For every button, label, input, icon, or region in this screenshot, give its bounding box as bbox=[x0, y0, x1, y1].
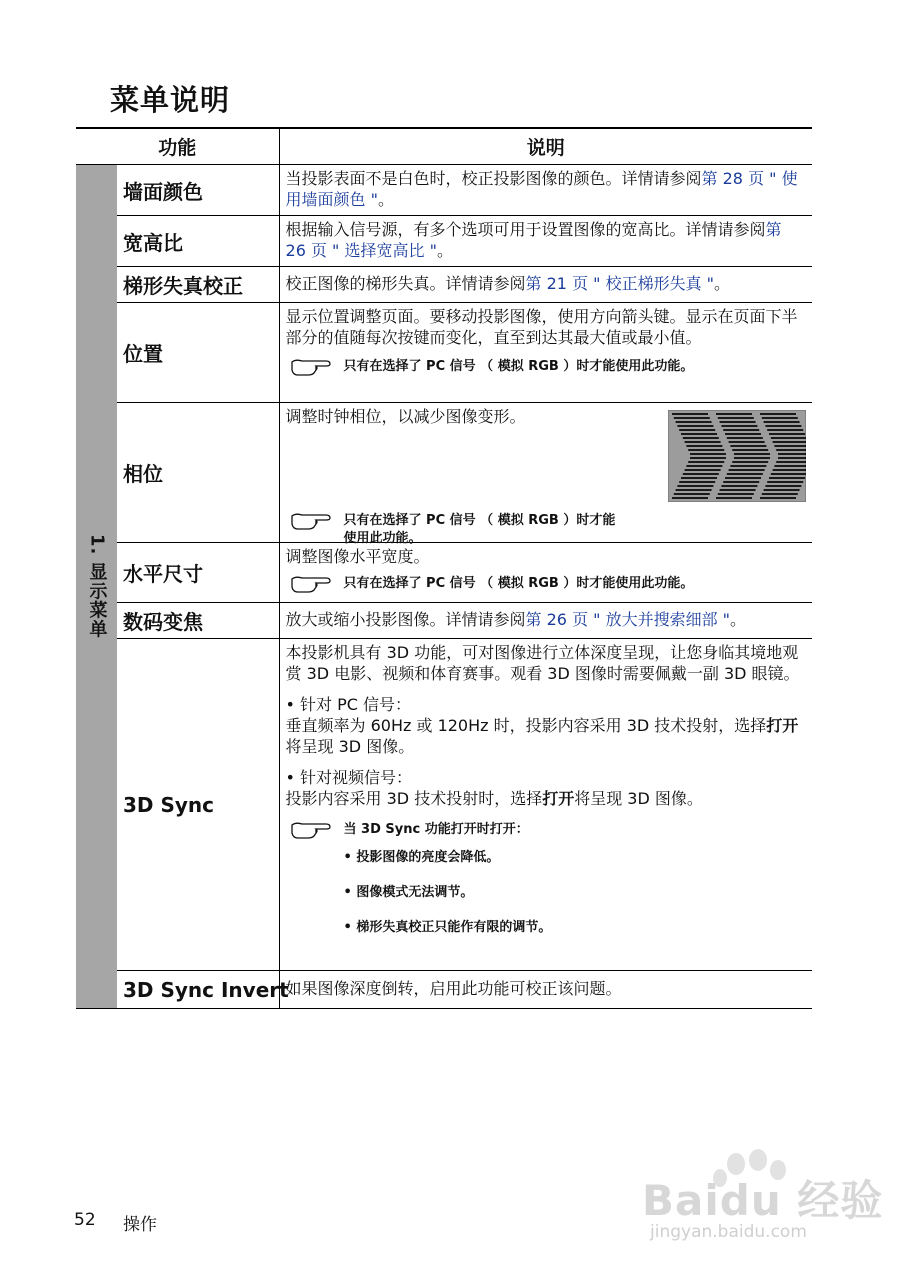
table-row-3d-sync bbox=[76, 639, 812, 971]
function-description: 调整时钟相位，以减少图像变形。 只有在选择了 PC 信号 （ 模拟 RGB ）时才能 使用此功能。 bbox=[279, 403, 812, 543]
table-row-zoom bbox=[76, 603, 812, 639]
video-text: 投影内容采用 3D 技术投射时，选择打开将呈现 3D 图像。 bbox=[285, 789, 703, 808]
note: 只有在选择了 PC 信号 （ 模拟 RGB ）时才能使用此功能。 bbox=[286, 358, 806, 376]
section-label: 1. 显示菜单 bbox=[86, 534, 108, 639]
cross-ref-link[interactable]: 第 26 页 " 选择宽高比 " bbox=[285, 220, 782, 260]
section-label-cell bbox=[76, 165, 117, 1009]
function-name: 梯形失真校正 bbox=[117, 267, 279, 303]
table-row-wall-color bbox=[76, 165, 812, 216]
function-description: 当投影表面不是白色时，校正投影图像的颜色。详情请参阅第 28 页 " 使用墙面颜色 "。 bbox=[279, 165, 812, 216]
table-row-3d-sync-invert bbox=[76, 971, 812, 1009]
function-name: 3D Sync bbox=[117, 639, 279, 971]
watermark-url: jingyan.baidu.com bbox=[650, 1222, 807, 1242]
function-name: 墙面颜色 bbox=[117, 165, 279, 216]
phase-pattern-image bbox=[668, 410, 806, 502]
note: 只有在选择了 PC 信号 （ 模拟 RGB ）时才能 使用此功能。 bbox=[286, 512, 616, 548]
header-function: 功能 bbox=[76, 128, 279, 165]
table-row-position bbox=[76, 303, 812, 403]
function-name: 位置 bbox=[117, 303, 279, 403]
note-item: • 梯形失真校正只能作有限的调节。 bbox=[343, 920, 552, 935]
pointing-hand-icon bbox=[290, 512, 332, 530]
function-name: 宽高比 bbox=[117, 216, 279, 267]
page-title: 菜单说明 bbox=[110, 83, 231, 117]
table-row-keystone bbox=[76, 267, 812, 303]
function-description: 本投影机具有 3D 功能，可对图像进行立体深度呈现，让您身临其境地观赏 3D 电影、视频和体育赛事。观看 3D 图像时需要佩戴一副 3D 眼镜。 • 针对 PC 信号： 垂直频率为 60Hz 或 120Hz 时，投影内容采用 3D 技术投射，选择打开将呈现 3D 图像。 • 针对视频信号： 投影内容采用 3D 技术投射时，选择打开将呈现 3D 图像。 当 3D Sync 功能打开时打开： • 投影图像的亮度会降低。 • 图像模式无法调节。 • 梯形失真校正只能作有限的调节。 bbox=[279, 639, 812, 971]
note: 只有在选择了 PC 信号 （ 模拟 RGB ）时才能使用此功能。 bbox=[286, 575, 806, 593]
table-row-phase bbox=[76, 403, 812, 543]
note-item: • 图像模式无法调节。 bbox=[343, 885, 474, 900]
bullet-video: • 针对视频信号： bbox=[285, 768, 413, 787]
table-row-aspect bbox=[76, 216, 812, 267]
footer-section: 操作 bbox=[123, 1215, 157, 1235]
bullet-pc: • 针对 PC 信号： bbox=[285, 695, 412, 714]
function-name: 水平尺寸 bbox=[117, 543, 279, 603]
table-row-h-size bbox=[76, 543, 812, 603]
function-description: 显示位置调整页面。要移动投影图像，使用方向箭头键。显示在页面下半部分的值随每次按键而变化，直至到达其最大值或最小值。 只有在选择了 PC 信号 （ 模拟 RGB ）时才能使用此功能。 bbox=[279, 303, 812, 403]
page-number: 52 bbox=[74, 1210, 96, 1230]
pointing-hand-icon bbox=[290, 575, 332, 593]
header-description: 说明 bbox=[279, 128, 812, 165]
function-name: 相位 bbox=[117, 403, 279, 543]
function-description: 根据输入信号源，有多个选项可用于设置图像的宽高比。详情请参阅第 26 页 " 选择宽高比 "。 bbox=[279, 216, 812, 267]
cross-ref-link[interactable]: 第 21 页 " 校正梯形失真 " bbox=[525, 274, 715, 293]
pointing-hand-icon bbox=[290, 821, 332, 839]
note: 当 3D Sync 功能打开时打开： bbox=[286, 821, 806, 839]
function-name: 数码变焦 bbox=[117, 603, 279, 639]
cross-ref-link[interactable]: 第 26 页 " 放大并搜索细部 " bbox=[525, 610, 731, 629]
watermark-logo: Baidu 经验 bbox=[642, 1176, 884, 1225]
function-description: 放大或缩小投影图像。详情请参阅第 26 页 " 放大并搜索细部 "。 bbox=[279, 603, 812, 639]
pointing-hand-icon bbox=[290, 358, 332, 376]
table-header bbox=[76, 128, 812, 165]
function-description: 校正图像的梯形失真。详情请参阅第 21 页 " 校正梯形失真 "。 bbox=[279, 267, 812, 303]
pc-text: 垂直频率为 60Hz 或 120Hz 时，投影内容采用 3D 技术投射，选择打开将呈现 3D 图像。 bbox=[285, 716, 799, 756]
function-name: 3D Sync Invert bbox=[117, 971, 279, 1009]
menu-table bbox=[76, 127, 812, 1009]
function-description: 如果图像深度倒转，启用此功能可校正该问题。 bbox=[279, 971, 812, 1009]
cross-ref-link[interactable]: 第 28 页 " 使用墙面颜色 " bbox=[285, 169, 798, 209]
function-description: 调整图像水平宽度。 只有在选择了 PC 信号 （ 模拟 RGB ）时才能使用此功能。 bbox=[279, 543, 812, 603]
note-item: • 投影图像的亮度会降低。 bbox=[343, 850, 500, 865]
